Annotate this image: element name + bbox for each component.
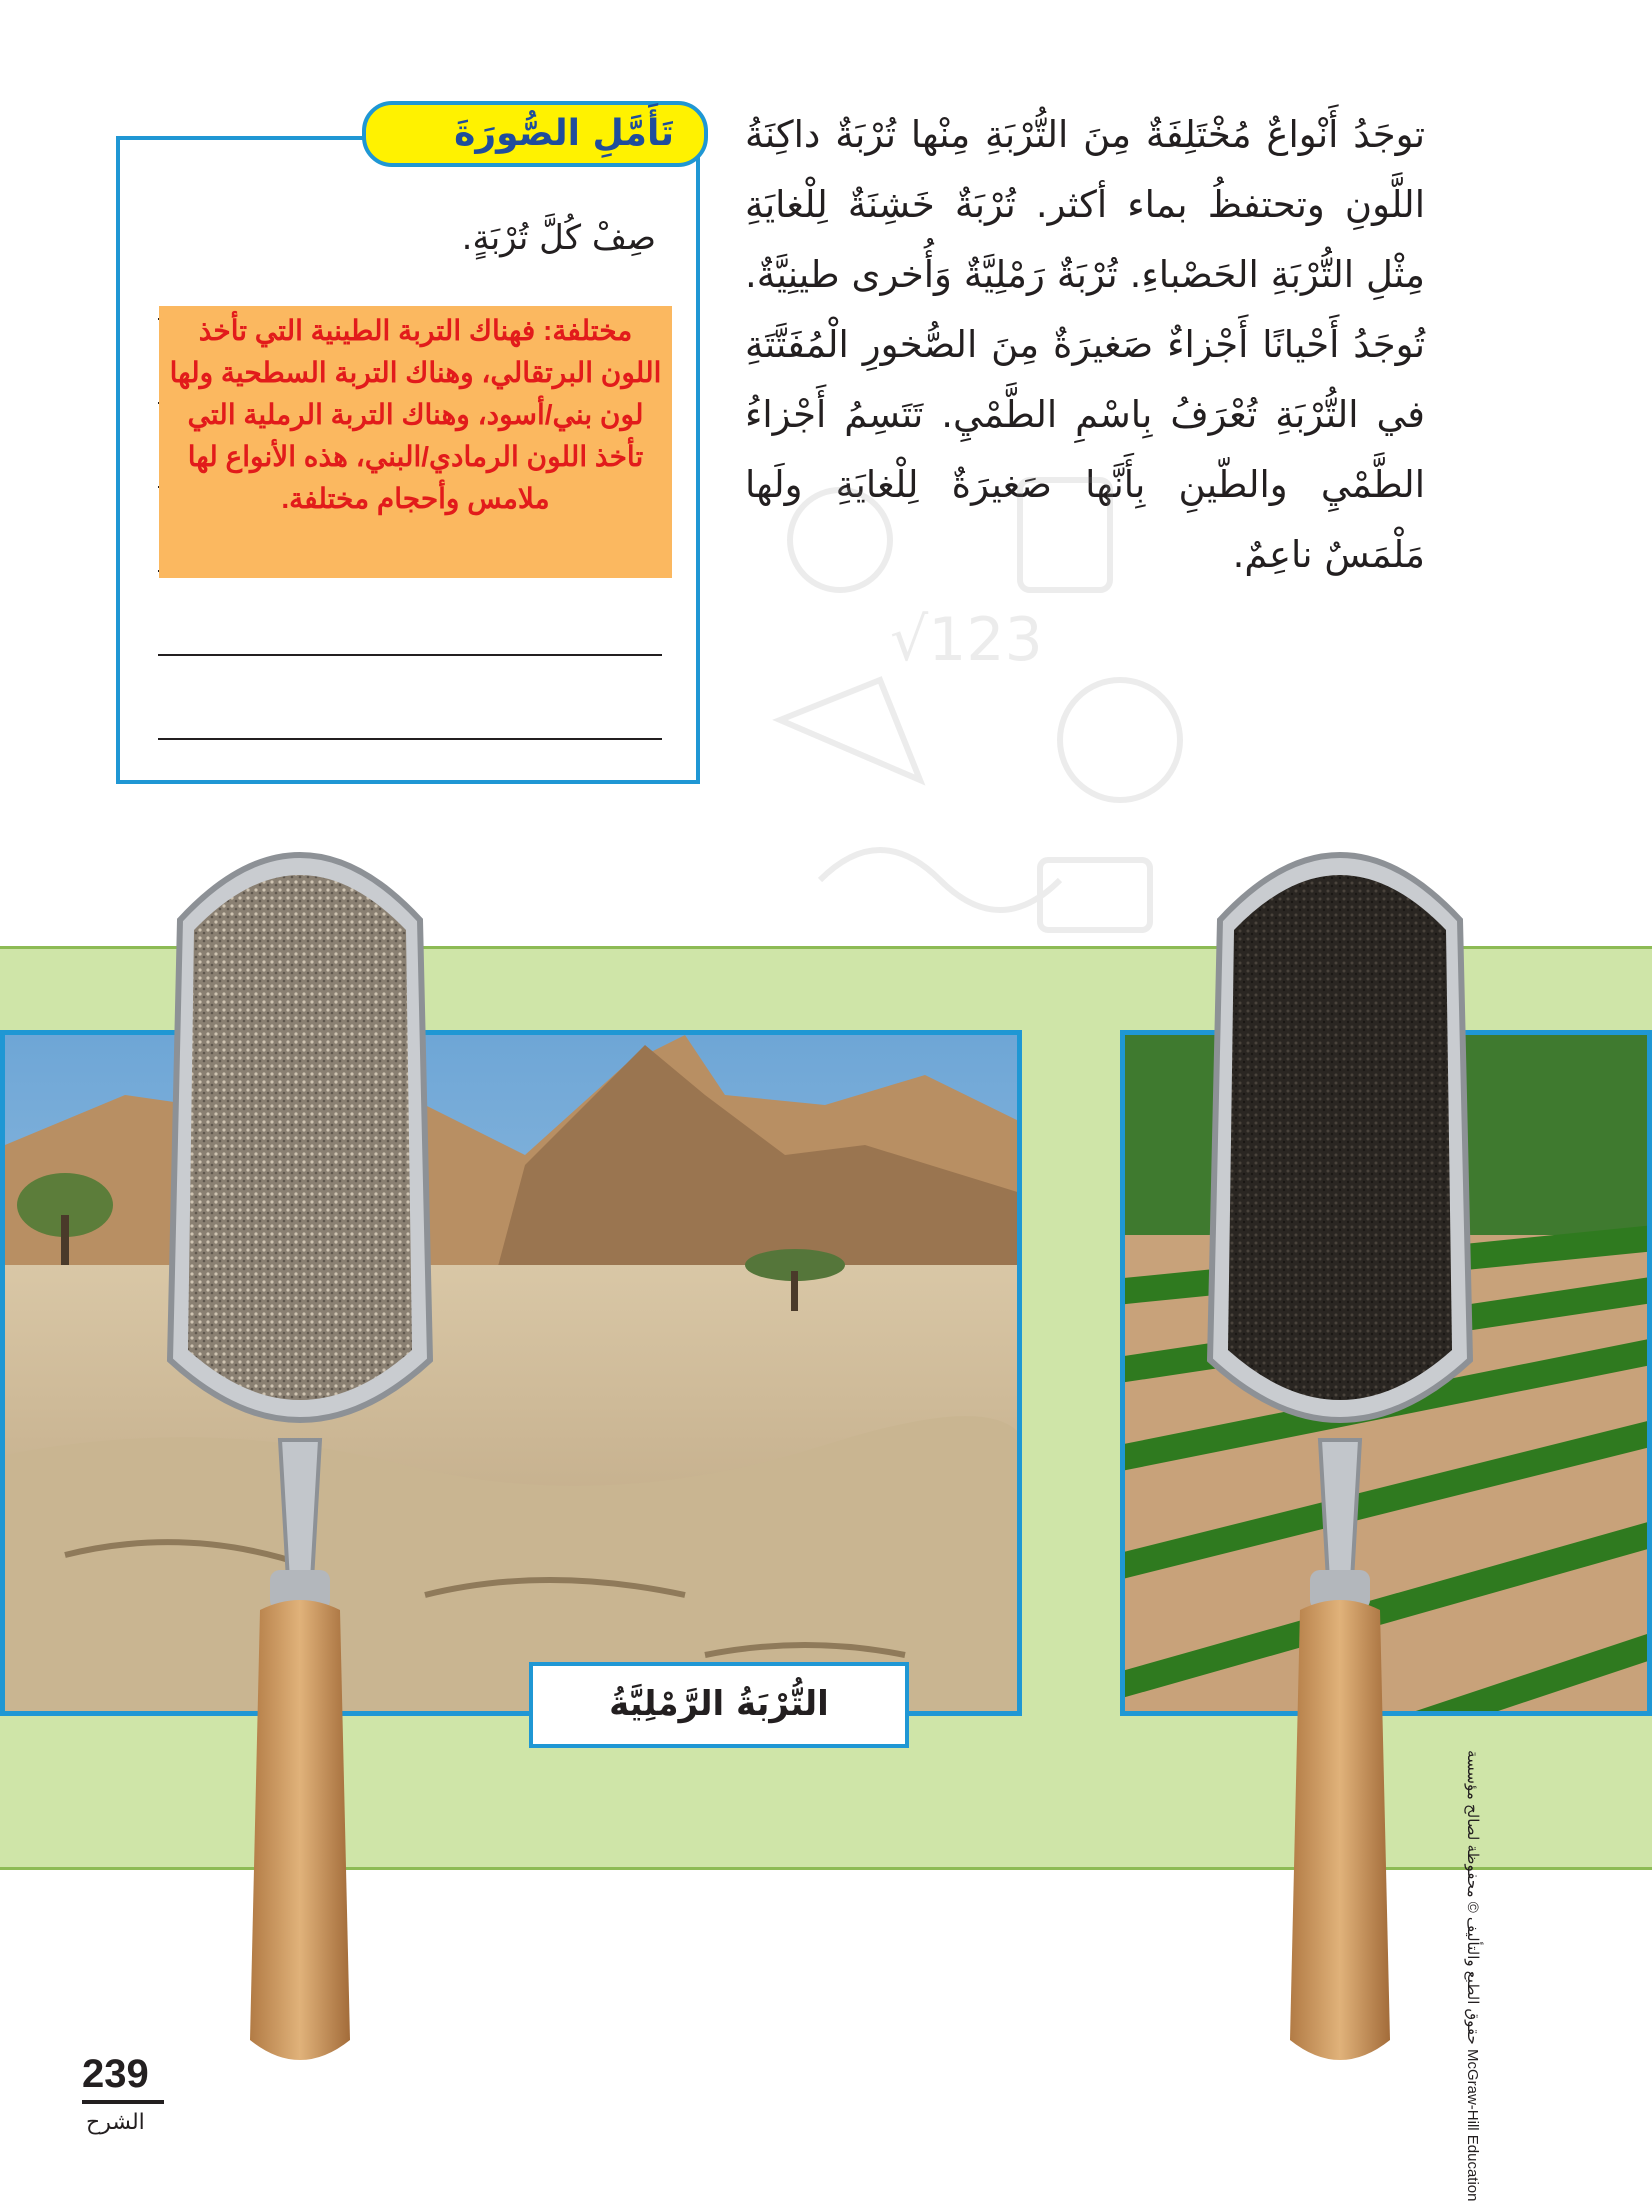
answer-line [158, 738, 662, 740]
answer-line [158, 654, 662, 656]
copyright-notice: حقوق الطبع والتأليف © محفوظة لصالح مؤسسة McGraw-Hill Education [1464, 1750, 1481, 2202]
sandy-soil-caption: التُّرْبَةُ الرَّمْلِيَّةُ [529, 1662, 909, 1748]
page-section-label: الشرح [86, 2110, 145, 2135]
watermark-doodles [720, 420, 1240, 980]
reflection-title-tab: تَأَمَّلِ الصُّورَةَ [362, 101, 708, 167]
reflection-prompt: صِفْ كُلَّ تُرْبَةٍ. [461, 218, 656, 258]
dark-soil-trowel [1190, 800, 1490, 2080]
page-number: 239 [82, 2052, 149, 2096]
svg-text:√123: √123 [890, 605, 1043, 675]
sandy-soil-trowel [150, 800, 450, 2080]
body-paragraph: توجَدُ أَنْواعٌ مُخْتَلِفَةٌ مِنَ التُّرْبَةِ مِنْها تُرْبَةٌ داكِنَةُ اللَّونِ وتحتفظُ بماء أكثر. تُرْبَةٌ خَشِنَةٌ لِلْغايَةِ مِثْلِ التُّرْبَةِ الحَصْباءِ. تُرْبَةٌ رَمْلِيَّةٌ وَأُخرى طينِيَّةٌ. تُوجَدُ أَحْيانًا أَجْزاءٌ صَغيرَةٌ مِنَ الصُّخورِ الْمُفَتَّتَةِ في التُّرْبَةِ تُعْرَفُ بِاسْمِ الطَّمْيِ. تَتَسِمُ أَجْزاءُ الطَّمْيِ والطّينِ بِأَنَّها صَغيرَةٌ لِلْغايَةِ ولَها مَلْمَسٌ ناعِمٌ. [745, 113, 1425, 576]
page-number-underline [82, 2100, 164, 2104]
answer-highlight: مختلفة: فهناك التربة الطينية التي تأخذ اللون البرتقالي، وهناك التربة السطحية ولها لون بني/أسود، وهناك التربة الرملية التي تأخذ اللون الرمادي/البني، هذه الأنواع لها ملامس وأحجام مختلفة. [159, 306, 672, 578]
